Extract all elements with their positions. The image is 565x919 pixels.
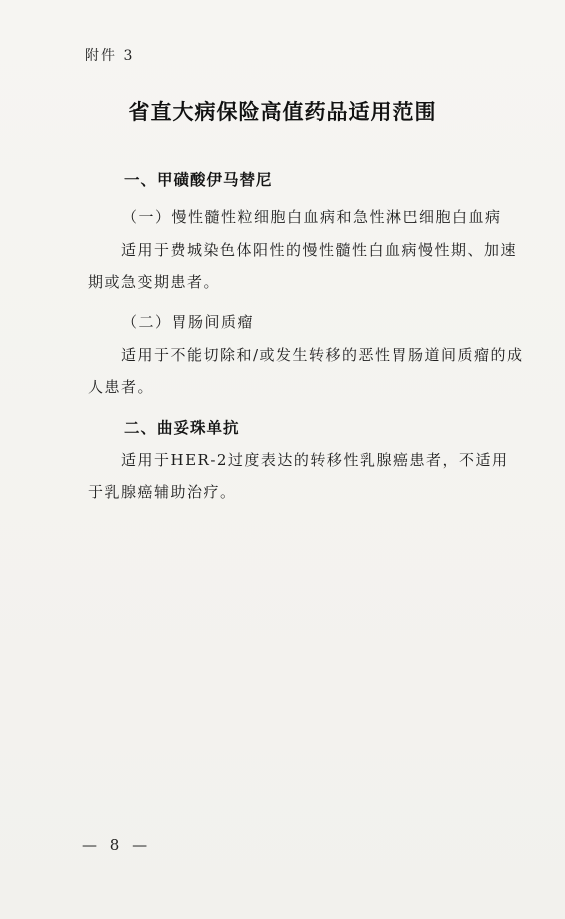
page-number: — 8 — — [82, 836, 152, 854]
paragraph-leukemia: 适用于费城染色体阳性的慢性髓性白血病慢性期、加速期或急变期患者。 — [88, 241, 518, 291]
subsection-heading-leukemia: （一）慢性髓性粒细胞白血病和急性淋巴细胞白血病 — [122, 208, 502, 226]
subsection-heading-gist: （二）胃肠间质瘤 — [122, 313, 255, 331]
paragraph-gist: 适用于不能切除和/或发生转移的恶性胃肠道间质瘤的成人患者。 — [88, 346, 524, 396]
paragraph-trastuzumab: 适用于HER-2过度表达的转移性乳腺癌患者，不适用于乳腺癌辅助治疗。 — [88, 451, 509, 501]
section-heading-trastuzumab: 二、曲妥珠单抗 — [124, 418, 240, 437]
document-title: 省直大病保险高值药品适用范围 — [128, 99, 437, 124]
attachment-label: 附件 3 — [85, 48, 135, 64]
section-heading-imatinib: 一、甲磺酸伊马替尼 — [124, 170, 273, 189]
